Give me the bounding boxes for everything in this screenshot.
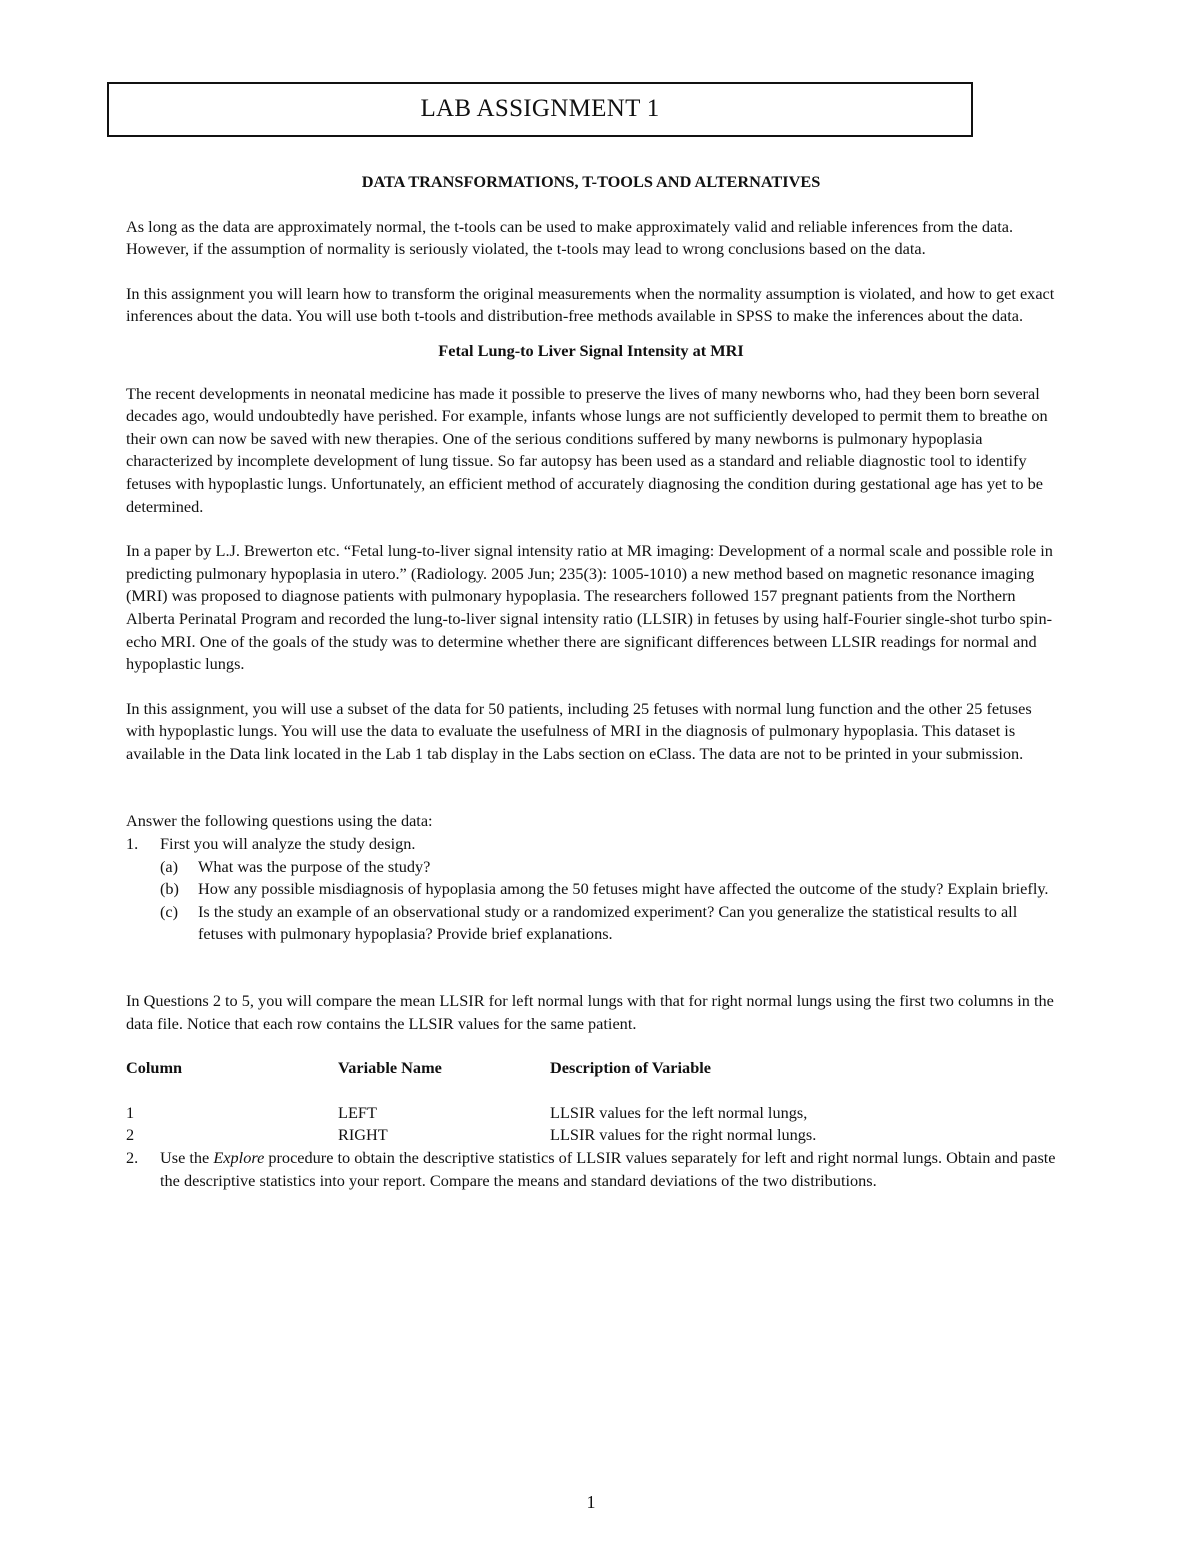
variables-table (126, 1057, 816, 1147)
subquestion-label: (a) (160, 856, 179, 876)
procedure-name: Explore (213, 1148, 265, 1167)
subquestion-text: How any possible misdiagnosis of hypoplasia among the 50 fetuses might have affected the outcome of the study? Explain briefly. (198, 879, 1049, 899)
body-paragraph-2: In a paper by L.J. Brewerton etc. “Fetal lung-to-liver signal intensity ratio at MR imaging: Development of a normal scale and possible role in predicting pulmonary hypoplasia in utero.” (Radiology. 2005 Jun; 235(3): 1005-1010) a new method based on magnetic resonance imaging (MRI) was proposed to diagnose patients with pulmonary hypoplasia. The researchers followed 157 pregnant patients from the Northern Alberta Perinatal Program and recorded the lung-to-liver signal intensity ratio (LLSIR) in fetuses by using half-Fourier single-shot turbo spin-echo MRI. One of the goals of the study was to determine whether there are significant differences between LLSIR readings for normal and hypoplastic lungs. (126, 541, 1053, 674)
question-number: 1. (126, 834, 139, 854)
question-list-1 (126, 833, 1056, 856)
subquestion-text: Is the study an example of an observational study or a randomized experiment? Can you generalize the statistical results to all fetuses with pulmonary hypoplasia? Provide brief explanations. (198, 901, 1018, 944)
question-number: 2. (126, 1148, 139, 1167)
table-cell: LLSIR values for the left normal lungs, (550, 1102, 808, 1122)
subquestion-b (126, 878, 1056, 901)
table-cell: RIGHT (338, 1125, 388, 1145)
table-header-cell: Column (126, 1058, 183, 1078)
table-row (126, 1102, 816, 1125)
subquestion-label: (b) (160, 879, 179, 899)
table-header-row (126, 1057, 816, 1080)
compare-intro: In Questions 2 to 5, you will compare the mean LLSIR for left normal lungs with that for right normal lungs using the first two columns in the data file. Notice that each row contains the LLSIR values for the same patient. (126, 991, 1054, 1033)
question-text-end: procedure to obtain the descriptive statistics of LLSIR values separately for left and right normal lungs. Obtain and paste the descriptive statistics into your report. Compare the means and standard deviations of the two distributions. (160, 1148, 1056, 1190)
subquestion-list (126, 856, 1056, 946)
table-cell: LLSIR values for the right normal lungs. (550, 1125, 817, 1145)
subtitle: DATA TRANSFORMATIONS, T-TOOLS AND ALTERNATIVES (361, 172, 821, 191)
body-paragraph-3: In this assignment, you will use a subset of the data for 50 patients, including 25 fetuses with normal lung function and the other 25 fetuses with hypoplastic lungs. You will use the data to evaluate the usefulness of MRI in the diagnosis of pulmonary hypoplasia. This dataset is available in the Data link located in the Lab 1 tab display in the Labs section on eClass. The data are not to be printed in your submission. (126, 698, 1032, 763)
section-heading: Fetal Lung-to Liver Signal Intensity at MRI (438, 340, 744, 360)
document-title: LAB ASSIGNMENT 1 (420, 95, 660, 123)
intro-paragraph-1: As long as the data are approximately normal, the t-tools can be used to make approximately valid and reliable inferences from the data. However, if the assumption of normality is seriously violated, the t-tools may lead to wrong conclusions based on the data. (126, 216, 1014, 259)
subquestion-text: What was the purpose of the study? (198, 856, 431, 876)
table-cell: 2 (126, 1125, 135, 1145)
question-list-2 (126, 1147, 1056, 1192)
document-body (126, 171, 1056, 1192)
table-cell: LEFT (338, 1102, 377, 1122)
intro-paragraph-2: In this assignment you will learn how to transform the original measurements when the normality assumption is violated, and how to get exact inferences about the data. You will use both t-tools and distribution-free methods available in SPSS to make the inferences about the data. (126, 283, 1055, 326)
table-cell: 1 (126, 1102, 135, 1122)
table-spacer-row (126, 1080, 816, 1102)
table-header-cell: Variable Name (338, 1058, 442, 1078)
answer-prompt: Answer the following questions using the data: (126, 811, 433, 831)
table-header-cell: Description of Variable (550, 1058, 711, 1078)
table-row (126, 1124, 816, 1147)
question-1 (126, 833, 1056, 856)
question-text: First you will analyze the study design. (160, 834, 416, 854)
body-paragraph-1: The recent developments in neonatal medicine has made it possible to preserve the lives of many newborns who, had they been born several decades ago, would undoubtedly have perished. For example, infants whose lungs are not sufficiently developed to permit them to breathe on their own can now be saved with new therapies. One of the serious conditions suffered by many newborns is pulmonary hypoplasia characterized by incomplete development of lung tissue. So far autopsy has been used as a standard and reliable diagnostic tool to identify fetuses with hypoplastic lungs. Unfortunately, an efficient method of accurately diagnosing the condition during gestational age has yet to be determined. (126, 383, 1048, 516)
question-text-start: Use the (160, 1148, 214, 1167)
title-box (107, 82, 973, 137)
question-2 (126, 1147, 1056, 1192)
page-number: 1 (586, 1492, 596, 1512)
subquestion-c (126, 901, 1056, 946)
subquestion-a (126, 856, 1056, 879)
subquestion-label: (c) (160, 901, 179, 921)
